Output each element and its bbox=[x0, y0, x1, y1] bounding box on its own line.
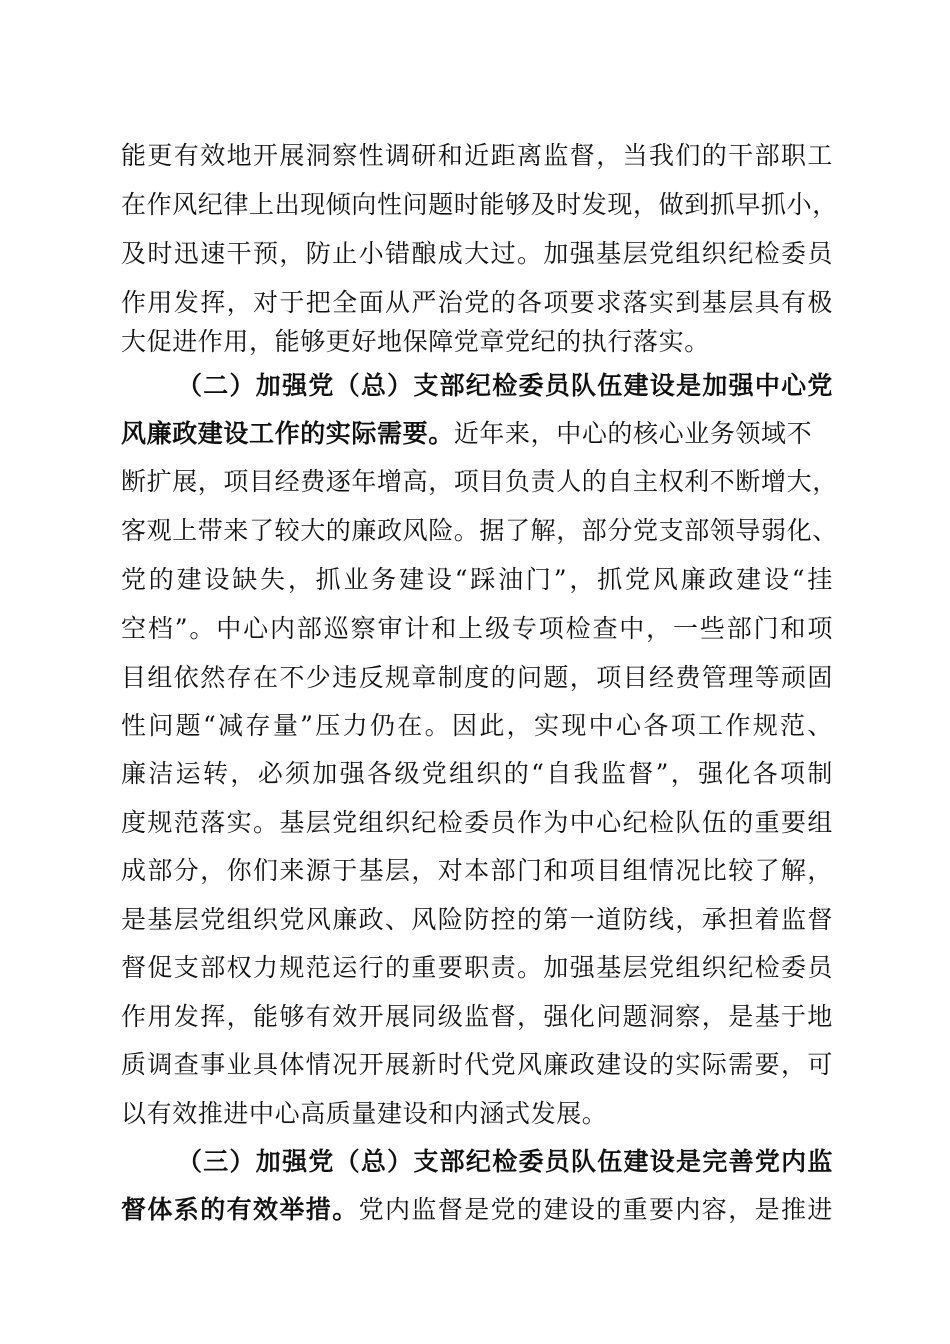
section-heading-line: 风廉政建设工作的实际需要。 bbox=[121, 419, 454, 448]
body-text-line: 能更有效地开展洞察性调研和近距离监督，当我们的干部职工 bbox=[121, 141, 833, 170]
body-text-line: 及时迅速干预，防止小错酿成大过。加强基层党组织纪检委员 bbox=[121, 239, 833, 268]
section-heading-line: 督体系的有效举措。 bbox=[121, 1195, 359, 1224]
body-text-segment: 近年来，中心的核心业务领域不 bbox=[453, 419, 813, 448]
body-text-line: 断扩展，项目经费逐年增高，项目负责人的自主权利不断增大， bbox=[121, 467, 838, 496]
mixed-text-line bbox=[121, 1190, 833, 1230]
body-text-line: 作用发挥，能够有效开展同级监督，强化问题洞察，是基于地 bbox=[121, 1002, 833, 1031]
body-text-segment: 党内监督是党的建设的重要内容，是推进 bbox=[358, 1195, 833, 1224]
body-text-line: 作用发挥，对于把全面从严治党的各项要求落实到基层具有极 bbox=[121, 288, 833, 317]
body-text-line: 大促进作用，能够更好地保障党章党纪的执行落实。 bbox=[121, 327, 710, 356]
body-text-line: 在作风纪律上出现倾向性问题时能够及时发现，做到抓早抓小， bbox=[121, 190, 838, 219]
mixed-text-line bbox=[121, 414, 833, 454]
body-text-line: 党的建设缺失，抓业务建设“踩油门”，抓党风廉政建设“挂 bbox=[121, 565, 833, 594]
body-text-line: 廉洁运转，必须加强各级党组织的“自我监督”，强化各项制 bbox=[121, 759, 833, 788]
body-text-line: 空档”。中心内部巡察审计和上级专项检查中，一些部门和项 bbox=[121, 614, 833, 643]
body-text-line: 性问题“减存量”压力仍在。因此，实现中心各项工作规范、 bbox=[121, 711, 833, 740]
body-text-line: 度规范落实。基层党组织纪检委员作为中心纪检队伍的重要组 bbox=[121, 808, 833, 837]
body-text-line: 客观上带来了较大的廉政风险。据了解，部分党支部领导弱化、 bbox=[121, 516, 838, 545]
body-text-line: 以有效推进中心高质量建设和内涵式发展。 bbox=[121, 1099, 608, 1128]
body-text-line: 目组依然存在不少违反规章制度的问题，项目经费管理等顽固 bbox=[121, 663, 833, 692]
section-heading-line: （二）加强党（总）支部纪检委员队伍建设是加强中心党 bbox=[177, 371, 833, 400]
body-text-line: 质调查事业具体情况开展新时代党风廉政建设的实际需要，可 bbox=[121, 1050, 833, 1079]
body-text-line: 成部分，你们来源于基层，对本部门和项目组情况比较了解， bbox=[121, 856, 833, 885]
body-text-line: 督促支部权力规范运行的重要职责。加强基层党组织纪检委员 bbox=[121, 953, 833, 982]
section-heading-line: （三）加强党（总）支部纪检委员队伍建设是完善党内监 bbox=[177, 1147, 833, 1176]
body-text-line: 是基层党组织党风廉政、风险防控的第一道防线，承担着监督 bbox=[121, 905, 833, 934]
